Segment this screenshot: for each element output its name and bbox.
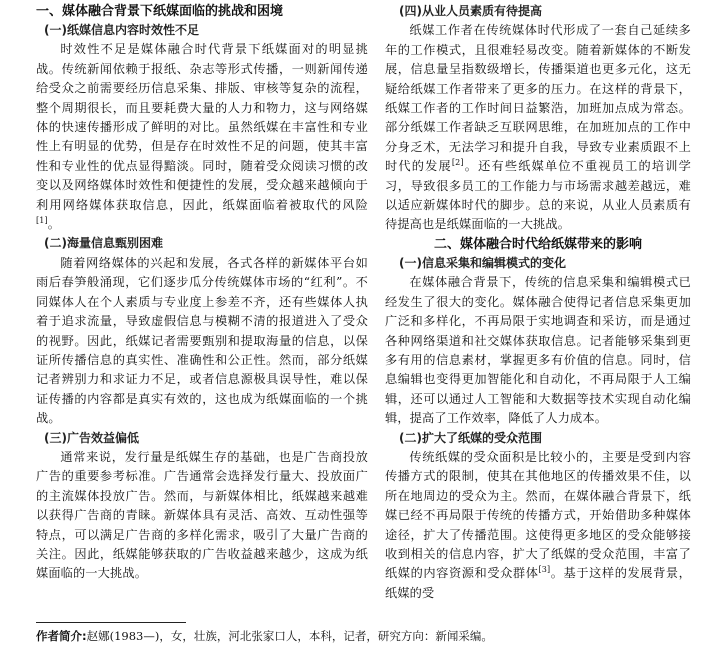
subsection-heading-timeliness: (一)纸媒信息内容时效性不足 xyxy=(44,23,199,37)
footnote-label: 作者简介: xyxy=(36,629,87,643)
citation-3[interactable]: [3] xyxy=(538,565,551,575)
subsection-heading-staff: (四)从业人员素质有待提高 xyxy=(399,4,542,18)
subsection-heading-collection: (一)信息采集和编辑模式的变化 xyxy=(399,255,566,270)
paragraph-timeliness xyxy=(36,40,368,234)
paragraph-collection: 在媒体融合背景下，传统的信息采集和编辑模式已经发生了很大的变化。媒体融合使得记者信息采集更加广泛和多样化，不再局限于实地调查和采访，而是通过各种网络渠道和社交媒体获取信息。记者能够采集到更多有用的信息素材，掌握更多有价值的信息。同时，信息编辑也变得更加智能化和自动化，不再局限于人工编辑，还可以通过人工智能和大数据等技术实现自动化编辑，提高了工作效率，降低了人力成本。 xyxy=(385,275,691,426)
subsection-heading-advertising: (三)广告效益偏低 xyxy=(44,430,139,445)
subsection-heading-information: (二)海量信息甄别困难 xyxy=(44,236,163,251)
paragraph-advertising: 通常来说，发行量是纸媒生存的基础，也是广告商投放广告的重要参考标准。广告通常会选择发行量大、投放面广的主流媒体投放广告。然而，与新媒体相比，纸媒越来越难以获得广告商的青睐。新媒体具有灵活、高效、互动性强等特点，可以满足广告商的多样化需求，吸引了大量广告商的关注。因此，纸媒能够获取的广告收益越来越少，这成为纸媒面临的一大挑战。 xyxy=(36,449,368,581)
footnote-divider xyxy=(36,622,186,623)
paragraph-information: 随着网络媒体的兴起和发展，各式各样的新媒体平台如雨后春笋般涌现，它们逐步瓜分传统媒体市场的“红利”。不同媒体人在个人素质与专业度上参差不齐，还有些媒体人执着于追求流量，导致虚假信息与模糊不清的报道进入了受众的视野。因此，纸媒记者需要甄别和提取海量的信息，以保证所传播信息的真实性、准确性和公正性。然而，部分纸媒记者辨别力和求证力不足，或者信息源极具误导性，难以保证传播的内容都是真实有效的，这也成为纸媒面临的一个挑战。 xyxy=(36,255,368,426)
author-footnote xyxy=(36,628,696,644)
citation-2[interactable]: [2] xyxy=(451,158,464,168)
paragraph-audience xyxy=(385,448,691,603)
citation-1[interactable]: [1] xyxy=(36,216,48,225)
paragraph-text: 传统纸媒的受众面积是比较小的，主要是受到内容传播方式的限制，使其在其他地区的传播效果不佳，以所在地周边的受众为主。然而，在媒体融合背景下，纸媒已经不再局限于传统的传播方式，开始借助多种媒体途径，扩大了传播范围。这使得更多地区的受众能够接收到相关的信息内容，扩大了纸媒的受众范围，丰富了纸媒的内容资源和受众群体 xyxy=(385,449,691,581)
paragraph-end: 。 xyxy=(47,217,61,232)
footnote-text: 赵娜(1983—)，女，壮族，河北张家口人，本科，记者，研究方向：新闻采编。 xyxy=(86,629,493,643)
section-heading-challenges: 一、媒体融合背景下纸媒面临的挑战和困境 xyxy=(36,4,284,19)
paragraph-text: 时效性不足是媒体融合时代背景下纸媒面对的明显挑战。传统新闻依赖于报纸、杂志等形式传播，一则新闻传递给受众之前需要经历信息采集、排版、审核等复杂的流程，整个周期很长，而且要耗费大量的人力和物力，这与网络媒体的快速传播形成了鲜明的对比。虽然纸媒在丰富性和专业性上有明显的优势，但是存在时效性不足的问题，使其丰富性和专业性的优点显得黯淡。同时，随着受众阅读习惯的改变以及网络媒体时效性和便捷性的发展，受众越来越倾向于利用网络媒体获取信息，因此，纸媒面临着被取代的风险 xyxy=(36,42,368,212)
paragraph-staff xyxy=(385,21,691,234)
left-column xyxy=(36,2,368,584)
subsection-heading-audience: (二)扩大了纸媒的受众范围 xyxy=(399,430,542,445)
paragraph-text-continued: 。基于这样的发展背景，纸媒的受 xyxy=(385,566,691,600)
paragraph-text-continued: 。还有些纸媒单位不重视员工的培训学习，导致很多员工的工作能力与市场需求越差越远，难以适应新媒体时代的脚步。总的来说，从业人员素质有待提高也是纸媒面临的一大挑战。 xyxy=(385,159,692,232)
paragraph-text: 纸媒工作者在传统媒体时代形成了一套自己延续多年的工作模式，且很难轻易改变。随着新媒体的不断发展，信息量呈指数级增长，传播渠道也更多元化，这无疑给纸媒工作者带来了更多的压力。在这样的背景下，纸媒工作者的工作时间日益繁浩，加班加点成为常态。部分纸媒工作者缺乏互联网思维，在加班加点的工作中分身乏术，无法学习和提升自我，导致专业素质跟不上时代的发展 xyxy=(385,23,691,174)
right-column xyxy=(385,2,691,603)
section-heading-impact: 二、媒体融合时代给纸媒带来的影响 xyxy=(433,236,642,252)
